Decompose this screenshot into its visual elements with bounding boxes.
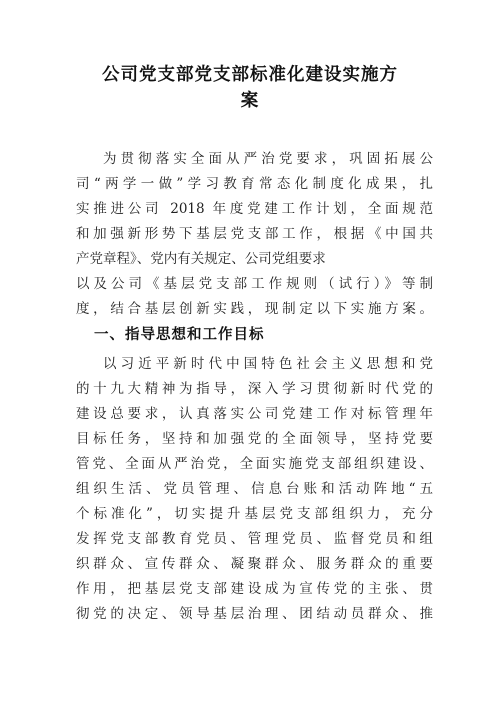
section-paragraph-line: 以习近平新时代中国特色社会主义思想和党 <box>103 356 433 372</box>
section-paragraph-line: 彻党的决定、领导基层治理、团结动员群众、推 <box>76 606 433 622</box>
section-paragraph-line: 的十九大精神为指导，深入学习贯彻新时代党的 <box>76 381 433 397</box>
section-paragraph-line: 个标准化”，切实提升基层党支部组织力，充分 <box>76 506 433 522</box>
document-title-line-1: 公司党支部党支部标准化建设实施方 <box>102 65 398 85</box>
intro-paragraph-line: 产党章程》、党内有关规定、公司党组要求 <box>76 251 326 267</box>
intro-paragraph-line: 为贯彻落实全面从严治党要求，巩固拓展公 <box>103 151 433 167</box>
intro-paragraph-line: 司“两学一做”学习教育常态化制度化成果，扎 <box>76 176 433 192</box>
section-paragraph-line: 管党、全面从严治党，全面实施党支部组织建设、 <box>76 456 433 472</box>
intro-paragraph-line: 和加强新形势下基层党支部工作，根据《中国共 <box>76 226 433 242</box>
document-title-line-2: 案 <box>240 91 260 111</box>
section-paragraph-line: 建设总要求，认真落实公司党建工作对标管理年 <box>76 406 433 422</box>
section-paragraph-line: 组织生活、党员管理、信息台账和活动阵地“五 <box>76 481 433 497</box>
intro-paragraph-line: 度，结合基层创新实践，现制定以下实施方案。 <box>76 301 433 317</box>
intro-paragraph-line: 实推进公司 2018 年度党建工作计划，全面规范 <box>76 201 433 217</box>
section-paragraph-line: 目标任务，坚持和加强党的全面领导，坚持党要 <box>76 431 433 447</box>
intro-paragraph-line: 以及公司《基层党支部工作规则（试行）》等制 <box>76 276 433 292</box>
section-paragraph-line: 织群众、宣传群众、凝聚群众、服务群众的重要 <box>76 556 433 572</box>
section-paragraph-line: 发挥党支部教育党员、管理党员、监督党员和组 <box>76 531 433 547</box>
section-paragraph-line: 作用，把基层党支部建设成为宣传党的主张、贯 <box>76 581 433 597</box>
section-heading: 一、指导思想和工作目标 <box>94 327 265 343</box>
